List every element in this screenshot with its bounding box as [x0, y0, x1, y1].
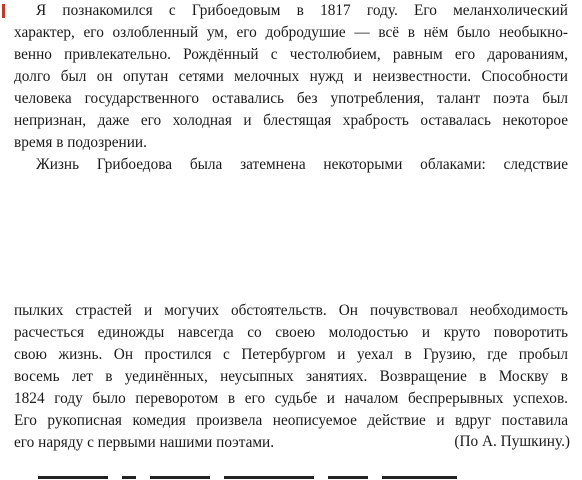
paragraph-2-first-line: Жизнь Грибоедова была затемнена некоторыми облаками: следствие [36, 156, 568, 173]
paragraph-1-line: непризнан, даже его холодная и блестящая храбрость оставалась некоторое [14, 112, 568, 129]
paragraph-2-line: его наряду с первыми нашими поэтами. [14, 434, 275, 451]
paragraph-2-line: расчесться единожды навсегда со своею молодостью и круто поворотить [14, 324, 568, 341]
paragraph-1-line: время в подозрении. [14, 134, 147, 151]
paragraph-1-line: венно привлекательно. Рождённый с честолюбием, равным его дарованиям, [14, 46, 568, 63]
paragraph-1-line: характер, его озлобленный ум, его добродушие — всё в нём было необыкно- [14, 24, 568, 41]
margin-mark [2, 4, 5, 18]
attribution: (По А. Пушкину.) [454, 433, 570, 450]
cut-off-text-line [38, 466, 518, 480]
paragraph-2-line: пылких страстей и могучих обстоятельств. Он почувствовал необходимость [14, 302, 568, 319]
paragraph-2-line: 1824 году было переворотом в его судьбе и началом беспрерывных успехов. [14, 390, 568, 407]
paragraph-1-line: Я познакомился с Грибоедовым в 1817 году. Его меланхолический [36, 2, 568, 19]
paragraph-2-line: восемь лет в уединённых, неусыпных занятиях. Возвращение в Москву в [14, 368, 568, 385]
paragraph-1-line: долго был он опутан сетями мелочных нужд и неизвестности. Способности [14, 68, 568, 85]
paragraph-2-line: свою жизнь. Он простился с Петербургом и уехал в Грузию, где пробыл [14, 346, 568, 363]
paragraph-1-line: человека государственного оставались без употребления, талант поэта был [14, 90, 568, 107]
paragraph-2-line: Его рукописная комедия произвела неописуемое действие и вдруг поставила [14, 412, 568, 429]
text-block-top [14, 0, 568, 176]
